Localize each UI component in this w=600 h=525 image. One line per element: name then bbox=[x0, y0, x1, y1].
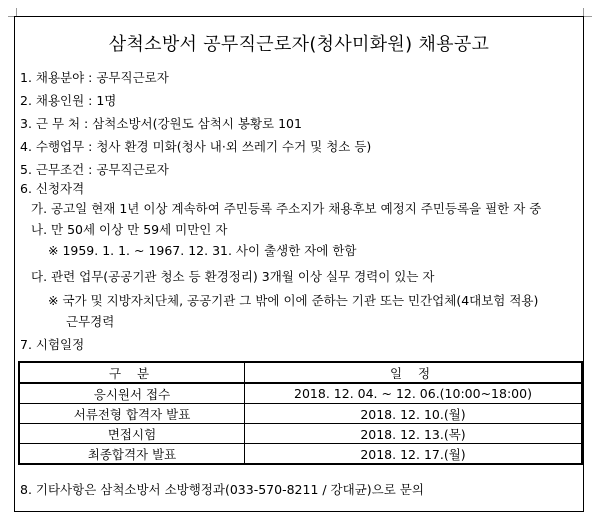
table-row bbox=[19, 444, 582, 465]
cell-date: 2018. 12. 04. ~ 12. 06.(10:00~18:00) bbox=[245, 383, 583, 404]
cell-date: 2018. 12. 17.(월) bbox=[245, 444, 583, 465]
qualification-b-note: ※ 1959. 1. 1. ~ 1967. 12. 31. 사이 출생한 자에 한함 bbox=[48, 243, 357, 258]
cell-category: 면접시험 bbox=[19, 424, 245, 444]
crop-mark-top-right bbox=[583, 8, 592, 17]
item-workplace: 3. 근 무 처 : 삼척소방서(강원도 삼척시 봉황로 101 bbox=[20, 116, 302, 131]
item-qualifications: 6. 신청자격 bbox=[20, 181, 85, 196]
cell-category: 최종합격자 발표 bbox=[19, 444, 245, 465]
cell-category: 응시원서 접수 bbox=[19, 383, 245, 404]
cell-category: 서류전형 합격자 발표 bbox=[19, 404, 245, 424]
item-headcount: 2. 채용인원 : 1명 bbox=[20, 93, 117, 108]
qualification-c-note: ※ 국가 및 지방자치단체, 공공기관 그 밖에 이에 준하는 기관 또는 민간업체(4대보험 적용) bbox=[48, 293, 539, 308]
header-category: 구 분 bbox=[19, 362, 245, 383]
qualification-c: 다. 관련 업무(공공기관 청소 등 환경정리) 3개월 이상 실무 경력이 있는 자 bbox=[31, 269, 435, 284]
qualification-a: 가. 공고일 현재 1년 이상 계속하여 주민등록 주소지가 채용후보 예정지 주민등록을 필한 자 중 bbox=[31, 201, 542, 216]
item-contact: 8. 기타사항은 삼척소방서 소방행정과(033-570-8211 / 강대균)으로 문의 bbox=[20, 482, 424, 497]
cell-date: 2018. 12. 13.(목) bbox=[245, 424, 583, 444]
schedule-table bbox=[18, 361, 583, 465]
header-schedule: 일 정 bbox=[245, 362, 583, 383]
item-schedule: 7. 시험일정 bbox=[20, 337, 85, 352]
table-row bbox=[19, 424, 582, 444]
cell-date: 2018. 12. 10.(월) bbox=[245, 404, 583, 424]
item-conditions: 5. 근무조건 : 공무직근로자 bbox=[20, 162, 169, 177]
item-job-field: 1. 채용분야 : 공무직근로자 bbox=[20, 70, 169, 85]
qualification-c-note-cont: 근무경력 bbox=[66, 314, 115, 329]
table-row bbox=[19, 404, 582, 424]
item-duties: 4. 수행업무 : 청사 환경 미화(청사 내·외 쓰레기 수거 및 청소 등) bbox=[20, 139, 372, 154]
qualification-b: 나. 만 50세 이상 만 59세 미만인 자 bbox=[31, 222, 228, 237]
table-row bbox=[19, 383, 582, 404]
page-title: 삼척소방서 공무직근로자(청사미화원) 채용공고 bbox=[108, 34, 490, 55]
table-header-row bbox=[19, 362, 582, 383]
